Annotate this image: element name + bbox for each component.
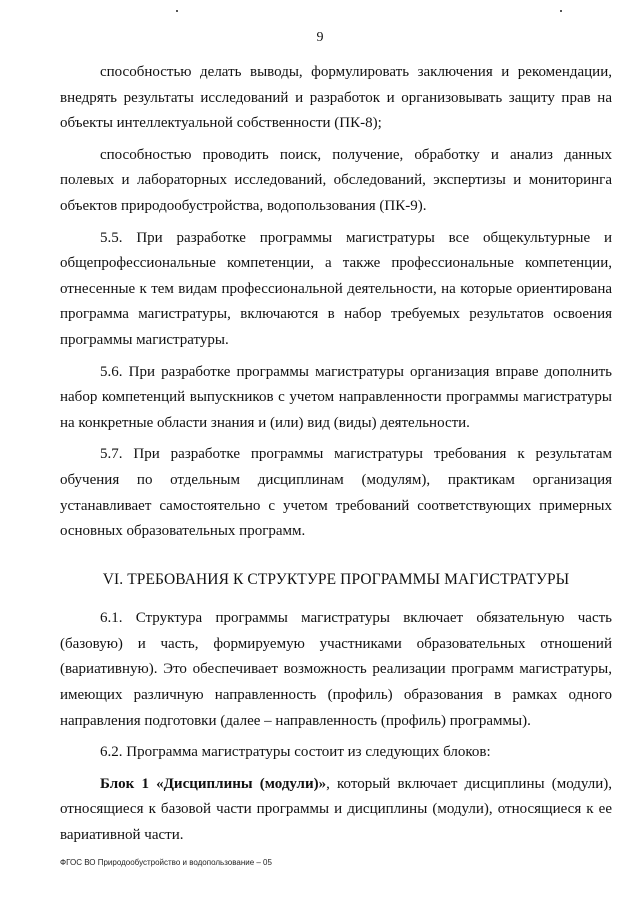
scan-speck [176,10,178,12]
paragraph-pk9: способностью проводить поиск, получение, обработку и анализ данных полевых и лабораторных исследований, обследований, экспертизы и мониторинга объектов природообустройства, водопользования (ПК-9). [60,146,612,214]
document-body [60,60,612,855]
paragraph-6-1: 6.1. Структура программы магистратуры включает обязательную часть (базовую) и часть, формируемую участниками образовательных отношений (вариативную). Это обеспечивает возможность реализации программ магистратуры, имеющих различную направленность (профиль) образования в рамках одного направления подготовки (далее – направленность (профиль) программы). [60,610,612,729]
document-footer: ФГОС ВО Природообустройство и водопользование – 05 [60,858,272,867]
section-heading: VI. ТРЕБОВАНИЯ К СТРУКТУРЕ ПРОГРАММЫ МАГИСТРАТУРЫ [102,570,570,588]
paragraph-5-7: 5.7. При разработке программы магистратуры требования к результатам обучения по отдельным дисциплинам (модулям), практикам организация устанавливает самостоятельно с учетом требований соответствующих примерных основных образовательных программ. [60,446,612,540]
page-number: 9 [316,30,324,45]
scan-speck [560,10,562,12]
paragraph-5-6: 5.6. При разработке программы магистратуры организация вправе дополнить набор компетенций выпускников с учетом направленности программы магистратуры на конкретные области знания и (или) вид (виды) деятельности. [60,363,612,431]
paragraph-pk8: способностью делать выводы, формулировать заключения и рекомендации, внедрять результаты исследований и разработок и организовывать защиту прав на объекты интеллектуальной собственности (ПК-8); [60,64,612,132]
paragraph-block-1 [60,772,612,849]
paragraph-6-2: 6.2. Программа магистратуры состоит из следующих блоков: [100,744,491,761]
block-1-title: Блок 1 «Дисциплины (модули)» [100,775,327,792]
paragraph-5-5: 5.5. При разработке программы магистратуры все общекультурные и общепрофессиональные компетенции, а также профессиональные компетенции, отнесенные к тем видам профессиональной деятельности, на которые ориентирована программа магистратуры, включаются в набор требуемых результатов освоения программы магистратуры. [60,229,612,348]
block-1-description: , который включает дисциплины (модули), относящиеся к базовой части программы и дисциплины (модули), относящиеся к ее вариативной части. [60,775,613,844]
